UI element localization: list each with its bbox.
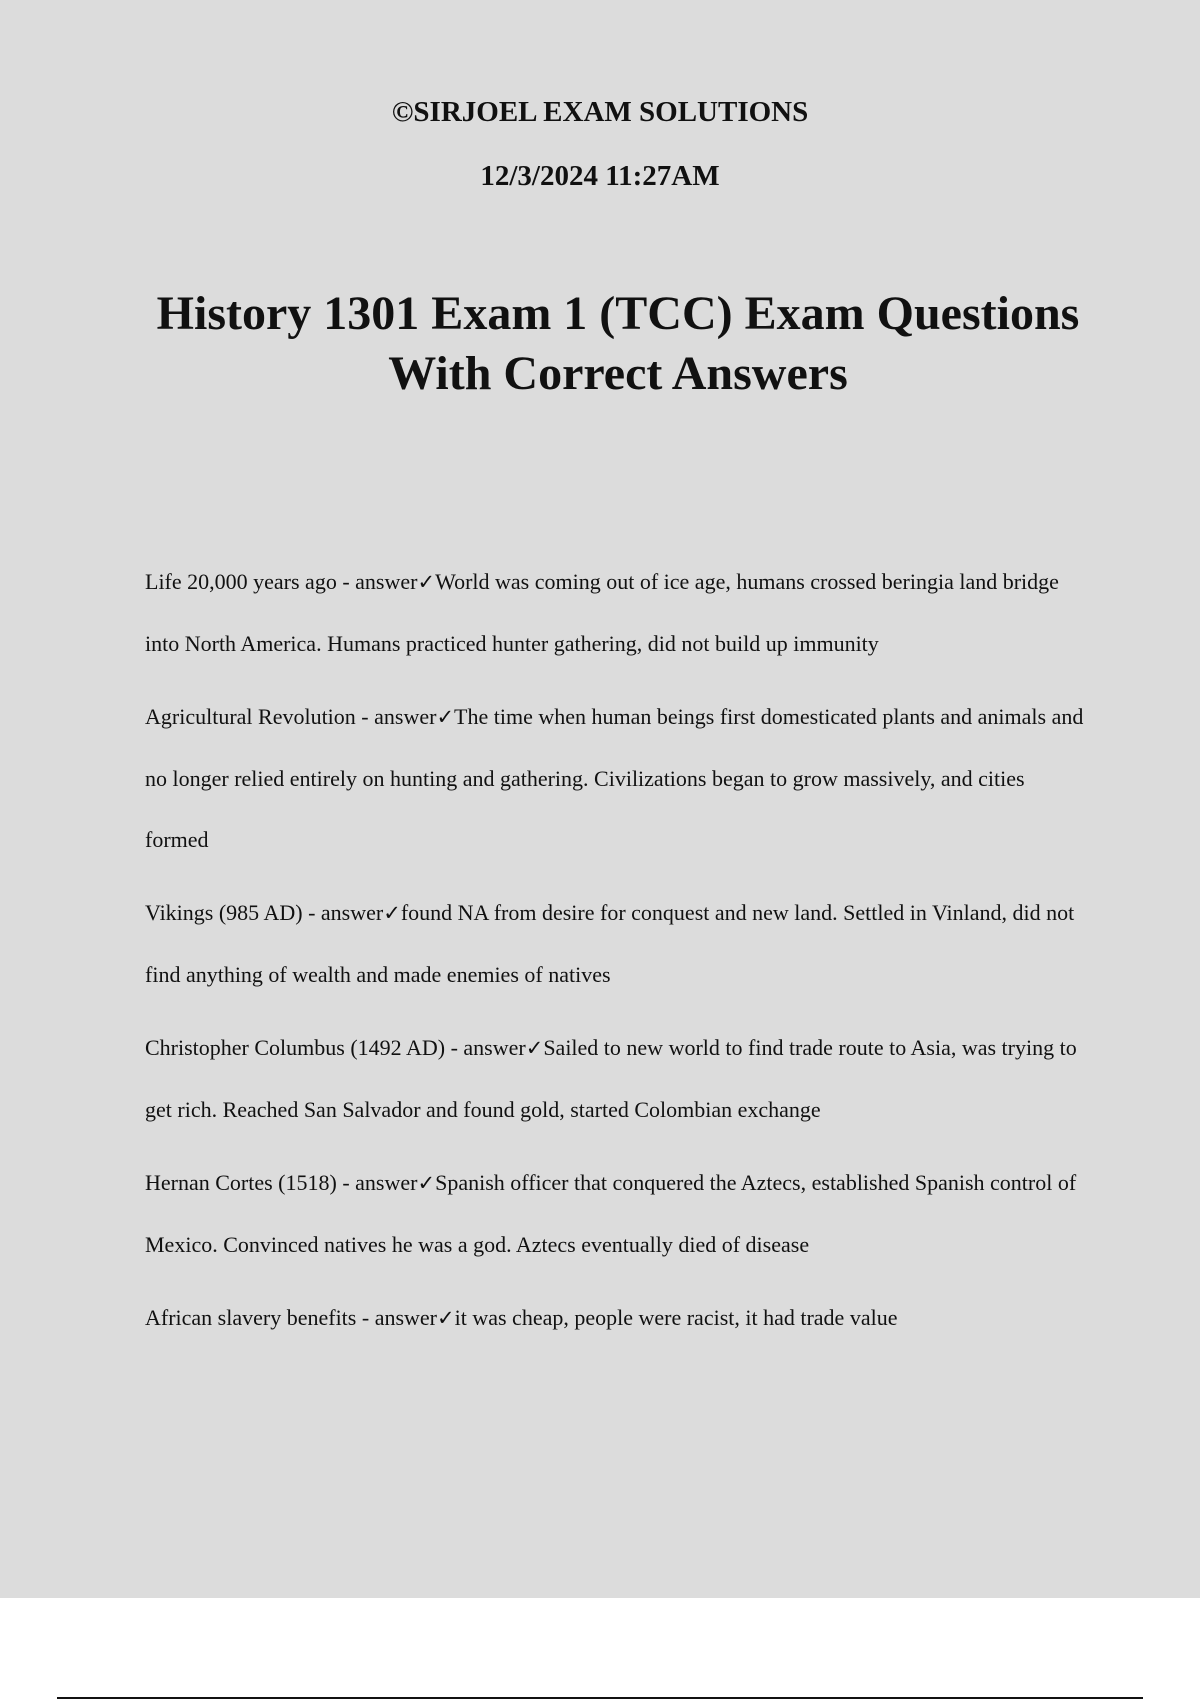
answer-label: answer	[355, 569, 418, 594]
checkmark-icon: ✓	[417, 1171, 436, 1195]
qa-term: Life 20,000 years ago	[145, 569, 337, 594]
answer-label: answer	[320, 900, 384, 925]
brand-header: ©SIRJOEL EXAM SOLUTIONS	[391, 96, 809, 128]
qa-list	[145, 551, 1090, 1361]
qa-item: Life 20,000 years ago - answer✓World was coming out of ice age, humans crossed beringia land bridge into North America. Humans practiced hunter gathering, did not build up immunity	[145, 569, 1059, 656]
qa-answer: found NA from desire for conquest and new land. Settled in Vinland, did not find anything of wealth and made enemies of natives	[145, 900, 1075, 987]
answer-label: answer	[355, 1170, 418, 1195]
qa-item: Vikings (985 AD) - answer✓found NA from desire for conquest and new land. Settled in Vinland, did not find anything of wealth and made enemies of natives	[145, 900, 1075, 987]
qa-item: Hernan Cortes (1518) - answer✓Spanish officer that conquered the Aztecs, established Spanish control of Mexico. Convinced natives he was a god. Aztecs eventually died of disease	[145, 1170, 1077, 1257]
qa-answer: Spanish officer that conquered the Aztecs, established Spanish control of Mexico. Convinced natives he was a god. Aztecs eventually died of disease	[145, 1170, 1077, 1257]
checkmark-icon: ✓	[417, 570, 436, 594]
page-title: History 1301 Exam 1 (TCC) Exam Questions With Correct Answers	[156, 287, 1080, 400]
footer-rule	[57, 1697, 1143, 1699]
answer-label: answer	[374, 1305, 437, 1330]
qa-answer: it was cheap, people were racist, it had trade value	[454, 1305, 898, 1330]
qa-item: African slavery benefits - answer✓it was cheap, people were racist, it had trade value	[145, 1305, 898, 1330]
checkmark-icon: ✓	[383, 901, 401, 925]
qa-item: Agricultural Revolution - answer✓The time when human beings first domesticated plants and animals and no longer relied entirely on hunting and gathering. Civilizations began to grow massively, and cities formed	[145, 704, 1084, 852]
answer-label: answer	[374, 704, 437, 729]
qa-item: Christopher Columbus (1492 AD) - answer✓Sailed to new world to find trade route to Asia, was trying to get rich. Reached San Salvador and found gold, started Colombian exchange	[145, 1035, 1077, 1122]
timestamp: 12/3/2024 11:27AM	[480, 160, 720, 192]
qa-term: Hernan Cortes (1518)	[145, 1170, 337, 1195]
qa-term: African slavery benefits	[145, 1305, 357, 1330]
checkmark-icon: ✓	[436, 705, 455, 729]
qa-term: Christopher Columbus (1492 AD)	[145, 1035, 446, 1060]
answer-label: answer	[463, 1035, 526, 1060]
qa-answer: The time when human beings first domesticated plants and animals and no longer relied entirely on hunting and gathering. Civilizations began to grow massively, and cities formed	[145, 704, 1084, 852]
qa-answer: Sailed to new world to find trade route to Asia, was trying to get rich. Reached San Salvador and found gold, started Colombian exchange	[145, 1035, 1077, 1122]
qa-answer: World was coming out of ice age, humans crossed beringia land bridge into North America. Humans practiced hunter gathering, did not build up immunity	[145, 569, 1059, 656]
qa-term: Agricultural Revolution	[145, 704, 356, 729]
checkmark-icon: ✓	[525, 1036, 544, 1060]
qa-term: Vikings (985 AD)	[145, 900, 303, 925]
checkmark-icon: ✓	[437, 1306, 455, 1330]
